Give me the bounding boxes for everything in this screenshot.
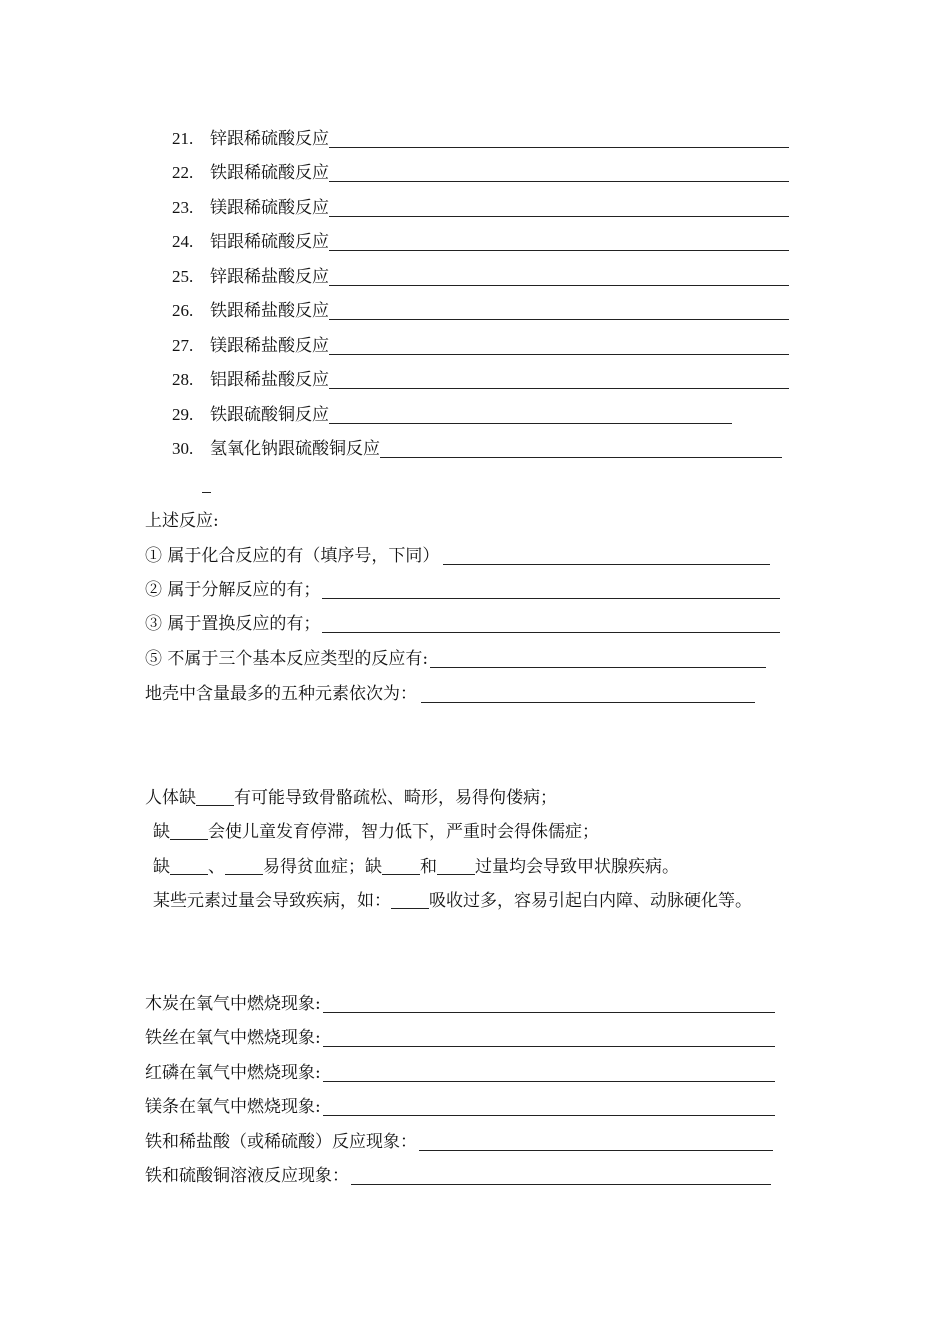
text-segment: 某些元素过量会导致疾病，如： xyxy=(153,891,391,911)
phenomenon-charcoal xyxy=(145,991,775,1017)
answer-line[interactable] xyxy=(329,127,789,148)
text-segment: 、 xyxy=(208,857,225,877)
item-number: 27. xyxy=(172,336,194,355)
answer-line[interactable] xyxy=(351,1164,771,1185)
question-other-type xyxy=(145,646,766,672)
phenomenon-label: 镁条在氧气中燃烧现象: xyxy=(145,1097,321,1117)
reaction-item-28 xyxy=(172,367,789,393)
item-text: 氢氧化钠跟硫酸铜反应 xyxy=(210,439,380,459)
item-text: 锌跟稀硫酸反应 xyxy=(210,129,329,149)
item-text: 铝跟稀硫酸反应 xyxy=(210,232,329,252)
item-text: 锌跟稀盐酸反应 xyxy=(210,267,329,287)
item-text: 镁跟稀盐酸反应 xyxy=(210,336,329,356)
answer-line[interactable] xyxy=(421,682,755,703)
blank-field[interactable] xyxy=(382,856,420,875)
item-number: 24. xyxy=(172,232,194,251)
answer-line[interactable] xyxy=(322,612,780,633)
answer-line[interactable] xyxy=(443,544,770,565)
text-segment: 缺 xyxy=(153,822,170,842)
text-segment: 有可能导致骨骼疏松、畸形，易得佝偻病； xyxy=(234,788,557,808)
blank-field[interactable] xyxy=(170,821,208,840)
item-text: 铁跟稀盐酸反应 xyxy=(210,301,329,321)
reaction-item-22 xyxy=(172,160,789,186)
phenomenon-label: 铁丝在氧气中燃烧现象: xyxy=(145,1028,321,1048)
item-text: 铁跟硫酸铜反应 xyxy=(210,405,329,425)
reaction-item-21 xyxy=(172,126,789,152)
answer-line[interactable] xyxy=(419,1130,773,1151)
answer-line[interactable] xyxy=(322,578,780,599)
answer-line[interactable] xyxy=(430,647,766,668)
stray-dash xyxy=(202,492,211,493)
answer-line[interactable] xyxy=(323,992,775,1013)
item-number: 23. xyxy=(172,198,194,217)
phenomenon-iron-acid xyxy=(145,1129,773,1155)
text-segment: 吸收过多，容易引起白内障、动脉硬化等。 xyxy=(429,891,752,911)
item-number: 22. xyxy=(172,163,194,182)
phenomenon-label: 铁和硫酸铜溶液反应现象： xyxy=(145,1166,349,1186)
answer-line[interactable] xyxy=(380,437,782,458)
answer-line[interactable] xyxy=(329,299,789,320)
item-number: 29. xyxy=(172,405,194,424)
answer-line[interactable] xyxy=(329,265,789,286)
blank-field[interactable] xyxy=(225,856,263,875)
answer-line[interactable] xyxy=(329,161,789,182)
text-segment: 缺 xyxy=(153,857,170,877)
blank-field[interactable] xyxy=(437,856,475,875)
phenomenon-label: 红磷在氧气中燃烧现象: xyxy=(145,1063,321,1083)
item-text: 铝跟稀盐酸反应 xyxy=(210,370,329,390)
text-segment: 过量均会导致甲状腺疾病。 xyxy=(475,857,679,877)
item-number: 25. xyxy=(172,267,194,286)
reaction-item-30 xyxy=(172,436,782,462)
answer-line[interactable] xyxy=(329,334,789,355)
phenomenon-iron-copper-sulfate xyxy=(145,1163,771,1189)
answer-line[interactable] xyxy=(329,403,732,424)
text-segment: 和 xyxy=(420,857,437,877)
blank-field[interactable] xyxy=(391,890,429,909)
phenomenon-iron-wire xyxy=(145,1025,775,1051)
question-text: ③ 属于置换反应的有； xyxy=(145,614,321,634)
item-number: 28. xyxy=(172,370,194,389)
answer-line[interactable] xyxy=(323,1061,775,1082)
item-text: 铁跟稀硫酸反应 xyxy=(210,163,329,183)
item-number: 30. xyxy=(172,439,194,458)
phenomenon-magnesium xyxy=(145,1094,775,1120)
answer-line[interactable] xyxy=(329,196,789,217)
question-text: 地壳中含量最多的五种元素依次为： xyxy=(145,684,417,704)
classification-heading xyxy=(145,508,219,534)
question-text: ② 属于分解反应的有； xyxy=(145,580,321,600)
reaction-item-23 xyxy=(172,195,789,221)
heading-text: 上述反应: xyxy=(145,511,219,531)
question-combination xyxy=(145,543,770,569)
question-text: ① 属于化合反应的有（填序号，下同） xyxy=(145,546,440,566)
reaction-item-26 xyxy=(172,298,789,324)
reaction-item-25 xyxy=(172,264,789,290)
question-displacement xyxy=(145,611,780,637)
element-line-4 xyxy=(153,888,752,914)
reaction-item-29 xyxy=(172,402,732,428)
phenomenon-label: 木炭在氧气中燃烧现象: xyxy=(145,994,321,1014)
element-line-1 xyxy=(145,785,557,811)
text-segment: 易得贫血症；缺 xyxy=(263,857,382,877)
answer-line[interactable] xyxy=(329,230,789,251)
element-line-3 xyxy=(153,854,679,880)
question-crust-elements xyxy=(145,681,755,707)
item-number: 26. xyxy=(172,301,194,320)
item-text: 镁跟稀硫酸反应 xyxy=(210,198,329,218)
question-text: ⑤ 不属于三个基本反应类型的反应有: xyxy=(145,649,429,669)
text-segment: 人体缺 xyxy=(145,788,196,808)
answer-line[interactable] xyxy=(323,1095,775,1116)
element-line-2 xyxy=(153,819,599,845)
phenomenon-label: 铁和稀盐酸（或稀硫酸）反应现象： xyxy=(145,1132,417,1152)
reaction-item-27 xyxy=(172,333,789,359)
blank-field[interactable] xyxy=(196,787,234,806)
blank-field[interactable] xyxy=(170,856,208,875)
answer-line[interactable] xyxy=(323,1026,775,1047)
text-segment: 会使儿童发育停滞，智力低下，严重时会得侏儒症； xyxy=(208,822,599,842)
question-decomposition xyxy=(145,577,780,603)
answer-line[interactable] xyxy=(329,368,789,389)
phenomenon-red-phosphorus xyxy=(145,1060,775,1086)
reaction-item-24 xyxy=(172,229,789,255)
item-number: 21. xyxy=(172,129,194,148)
